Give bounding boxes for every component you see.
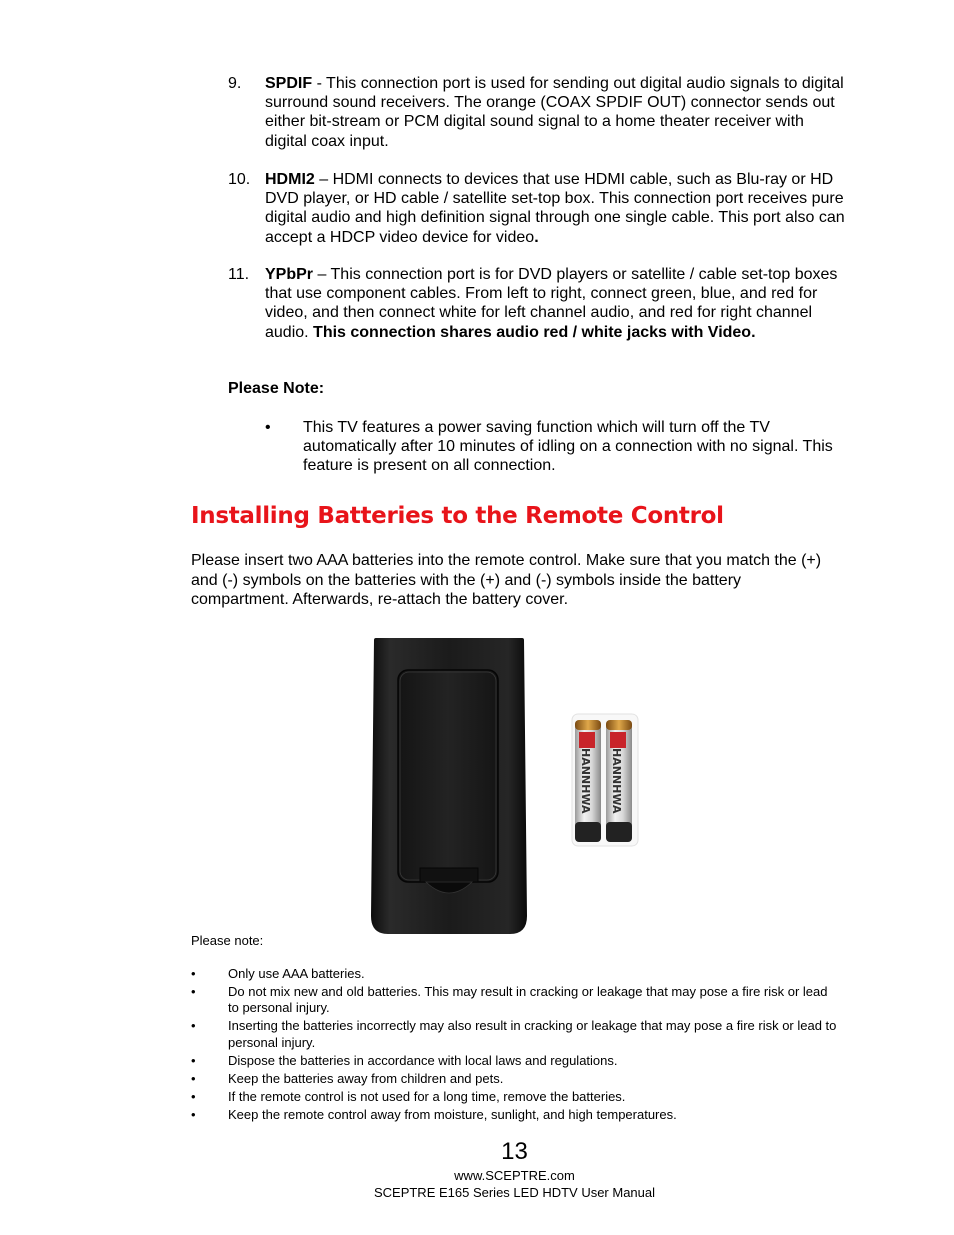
footer-website: www.SCEPTRE.com (454, 1168, 575, 1183)
item-text-bold: This connection shares audio red / white jacks with Video. (313, 323, 756, 341)
item-term: SPDIF (265, 75, 313, 92)
section-title: Installing Batteries to the Remote Control (191, 503, 724, 529)
bullet-icon: • (191, 1018, 196, 1034)
list-item: • Keep the remote control away from moisture, sunlight, and high temperatures. (191, 1106, 677, 1122)
list-item: • Dispose the batteries in accordance with local laws and regulations. (191, 1052, 618, 1068)
please-note-heading: Please Note: (228, 380, 325, 397)
bullet-icon: • (191, 966, 196, 981)
battery-notes-list (191, 966, 841, 1125)
power-saving-text: This TV features a power saving function which will turn off the TV automatically after 10 minutes of idling on a connection with no signal. This feature is present on all connection. (303, 419, 833, 475)
list-item: • If the remote control is not used for a long time, remove the batteries. (191, 1088, 626, 1104)
list-item: • Keep the batteries away from children and pets. (191, 1070, 504, 1086)
power-saving-note (265, 418, 835, 476)
item-body (265, 74, 848, 151)
battery-brand-label: HANNHWA (610, 748, 623, 814)
footer-manual-title: SCEPTRE E165 Series LED HDTV User Manual (373, 1185, 656, 1200)
bullet-icon: • (191, 1088, 196, 1104)
item-body (265, 170, 848, 247)
small-note-heading: Please note: (191, 933, 264, 948)
list-item: • Only use AAA batteries. (191, 966, 365, 981)
bullet-icon: • (265, 419, 271, 436)
bullet-icon: • (191, 1070, 196, 1086)
item-body (265, 265, 848, 342)
battery-brand-label: HANNHWA (579, 748, 592, 814)
item-text: - This connection port is used for sending out digital audio signals to digital surround sound receivers. The orange (COAX SPDIF OUT) connector sends out either bit-stream or PCM digital sound signal to a home theater receiver with digital coax input. (265, 75, 844, 150)
list-item-ypbpr (228, 265, 848, 342)
remote-control-back-image (360, 636, 650, 938)
item-text: – HDMI connects to devices that use HDMI cable, such as Blu-ray or HD DVD player, or HD cable / satellite set-top box. This connection port receives pure digital audio and high definition signal through one single cable. This port also can accept a HDCP video device for video (265, 171, 845, 246)
list-item: • Do not mix new and old batteries. This may result in cracking or leakage that may pose a fire risk or lead to personal injury. (191, 984, 828, 1016)
list-item: • Inserting the batteries incorrectly may also result in cracking or leakage that may pose a fire risk or lead to personal injury. (191, 1018, 837, 1050)
bullet-icon: • (191, 1052, 196, 1068)
item-number: 11. (228, 266, 250, 283)
bullet-icon: • (191, 1106, 196, 1122)
page-number: 13 (501, 1138, 528, 1165)
item-text-end: . (534, 228, 539, 246)
item-number: 10. (228, 171, 251, 188)
item-term: YPbPr (265, 266, 314, 283)
bullet-icon: • (191, 984, 196, 999)
item-text: – This connection port is for DVD players or satellite / cable set-top boxes that use component cables. From left to right, connect green, blue, and red for video, and then connect white for left channel audio, and red for right channel audio. (265, 266, 838, 341)
remote-and-batteries-figure (360, 636, 650, 938)
item-term: HDMI2 (265, 171, 315, 188)
section-intro: Please insert two AAA batteries into the remote control. Make sure that you match the (+) and (-) symbols on the batteries with the (+) and (-) symbols inside the battery compartment. Afterwards, re-attach the battery cover. (191, 552, 822, 609)
list-item-spdif (228, 74, 848, 151)
item-number: 9. (228, 75, 242, 92)
list-item-hdmi2 (228, 170, 848, 247)
